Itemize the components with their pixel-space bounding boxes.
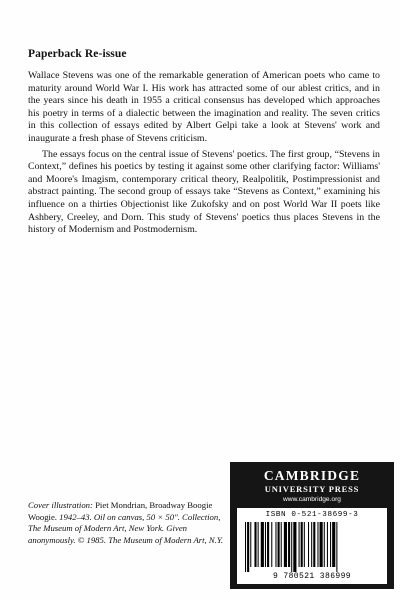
barcode-number: 9 780521 386999: [272, 572, 351, 581]
blurb-paragraph-2: The essays focus on the central issue of Stevens' poetics. The first group, “Stevens in Context,” defines his poetics by testing it against some other clarifying factor: Williams' and Moore's Imagism, contemporary critical theory, Realpolitik, Postimpressionist and abstract painting. The second group of essays take “Stevens as Context,” examining his influence on a thirties Objectionist like Zukofsky and on post World War II poets like Ashbery, Creeley, and Dorn. This study of Stevens' poetics thus places Stevens in the history of Modernism and Postmodernism.: [28, 148, 380, 236]
blurb: [28, 70, 380, 237]
cover-credit-artist: Piet Mondrian, Broadway Boogie Woogie.: [28, 500, 213, 522]
cover-credit-details: 1942–43. Oil on canvas, 50 × 50″. Collection, The Museum of Modern Art, New York. Given anonymously. © 1985. The Museum of Modern Art, N.Y.: [28, 511, 224, 545]
cover-credit-label: Cover illustration:: [28, 500, 93, 510]
publisher-box: [230, 462, 394, 589]
publisher-subtitle: UNIVERSITY PRESS: [264, 484, 360, 494]
cover-credit: [28, 500, 228, 546]
publisher-name: CAMBRIDGE: [263, 468, 361, 483]
isbn-text: ISBN 0-521-38699-3: [265, 511, 359, 519]
barcode-icon: [243, 522, 381, 572]
barcode-panel: [237, 508, 387, 584]
blurb-paragraph-1: Wallace Stevens was one of the remarkable generation of American poets who came to maturity around World War I. His work has attracted some of our ablest critics, and in the years since his death in 1955 a critical consensus has developed which approaches his poetry in terms of a dialectic between the imagination and reality. The seven critics in this collection of essays edited by Albert Gelpi take a look at Stevens' work and inaugurate a fresh phase of Stevens criticism.: [28, 70, 380, 144]
section-heading: Paperback Re-issue: [28, 48, 127, 60]
publisher-url: www.cambridge.org: [283, 496, 341, 503]
